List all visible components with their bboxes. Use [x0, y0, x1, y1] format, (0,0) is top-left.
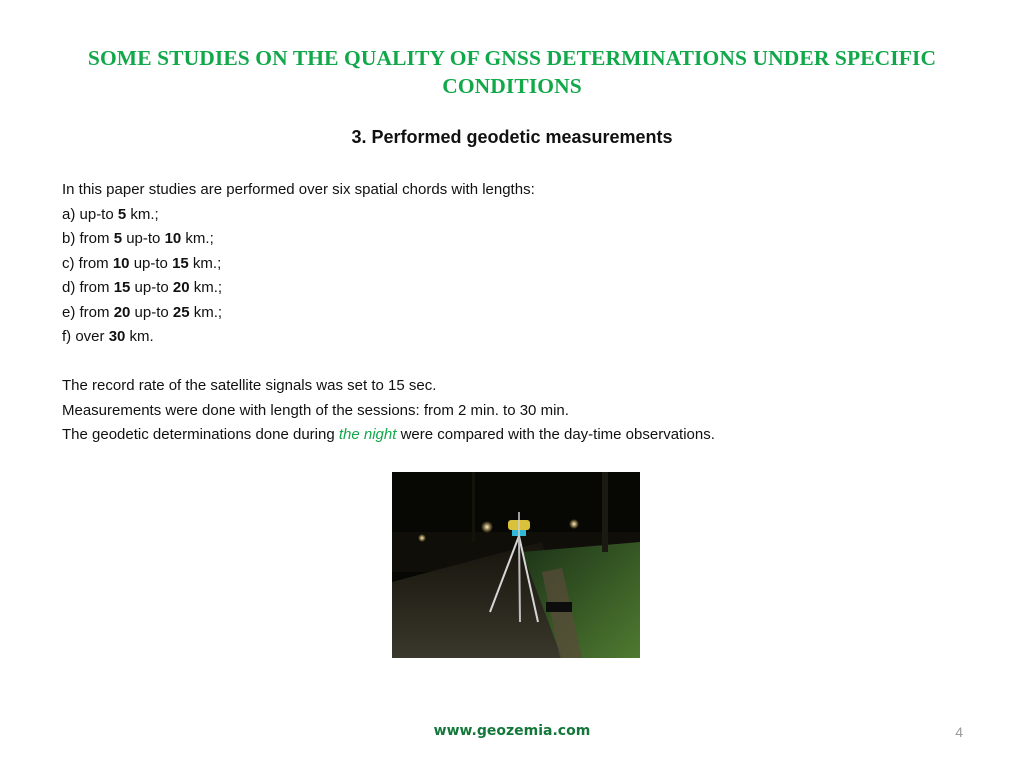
chord-connector: up-to: [122, 230, 165, 247]
night-gnss-tripod-photo: [392, 472, 640, 658]
chord-prefix: e) from: [62, 303, 114, 321]
chord-prefix: b) from: [62, 230, 114, 247]
section-heading: 3. Performed geodetic measurements: [351, 127, 673, 147]
chord-value: 20: [113, 303, 131, 321]
chord-prefix: a) up-to: [62, 205, 118, 223]
footer-url: www.geozemia.com: [433, 723, 591, 739]
chord-value: 5: [113, 230, 123, 247]
chord-value: 10: [112, 254, 130, 272]
slide-body: [62, 178, 982, 448]
chord-unit: km.;: [189, 279, 223, 296]
chord-unit: km.;: [181, 230, 214, 247]
chord-item-a: [62, 203, 982, 228]
chord-item-d: [62, 276, 982, 301]
chord-unit: km.;: [189, 303, 223, 321]
chord-value: 5: [117, 205, 127, 223]
chord-unit: km.;: [188, 254, 222, 272]
night-text-before: The geodetic determinations done during: [62, 426, 339, 443]
chord-prefix: f) over: [62, 328, 109, 345]
chord-item-e: [62, 301, 982, 326]
spacer: [62, 350, 982, 375]
night-emphasis: the night: [338, 426, 397, 443]
chord-unit: km.;: [126, 205, 159, 223]
chord-value: 30: [108, 328, 126, 345]
chord-value: 20: [172, 279, 190, 296]
chord-prefix: d) from: [62, 279, 114, 296]
night-text-after: were compared with the day-time observations.: [396, 426, 715, 443]
chord-value: 15: [113, 279, 131, 296]
chord-item-c: [62, 252, 982, 277]
chord-value: 25: [172, 303, 190, 321]
sessions-text: Measurements were done with length of the sessions: from 2 min. to 30 min.: [62, 401, 569, 419]
chord-value: 15: [172, 254, 189, 272]
chord-connector: up-to: [130, 279, 173, 296]
chord-unit: km.: [125, 328, 154, 345]
record-rate-text: The record rate of the satellite signals was set to 15 sec.: [62, 377, 437, 394]
page-number: 4: [955, 724, 963, 740]
chord-connector: up-to: [130, 303, 173, 321]
chord-item-f: [62, 325, 982, 350]
photo-illustration: [392, 472, 640, 658]
chord-connector: up-to: [129, 254, 173, 272]
chord-prefix: c) from: [62, 254, 113, 272]
chord-value: 10: [164, 230, 182, 247]
intro-text: In this paper studies are performed over six spatial chords with lengths:: [62, 181, 535, 198]
chord-item-b: [62, 227, 982, 252]
night-comparison-text: [62, 423, 982, 448]
slide-title: SOME STUDIES ON THE QUALITY OF GNSS DETERMINATIONS UNDER SPECIFIC CONDITIONS: [87, 46, 937, 98]
